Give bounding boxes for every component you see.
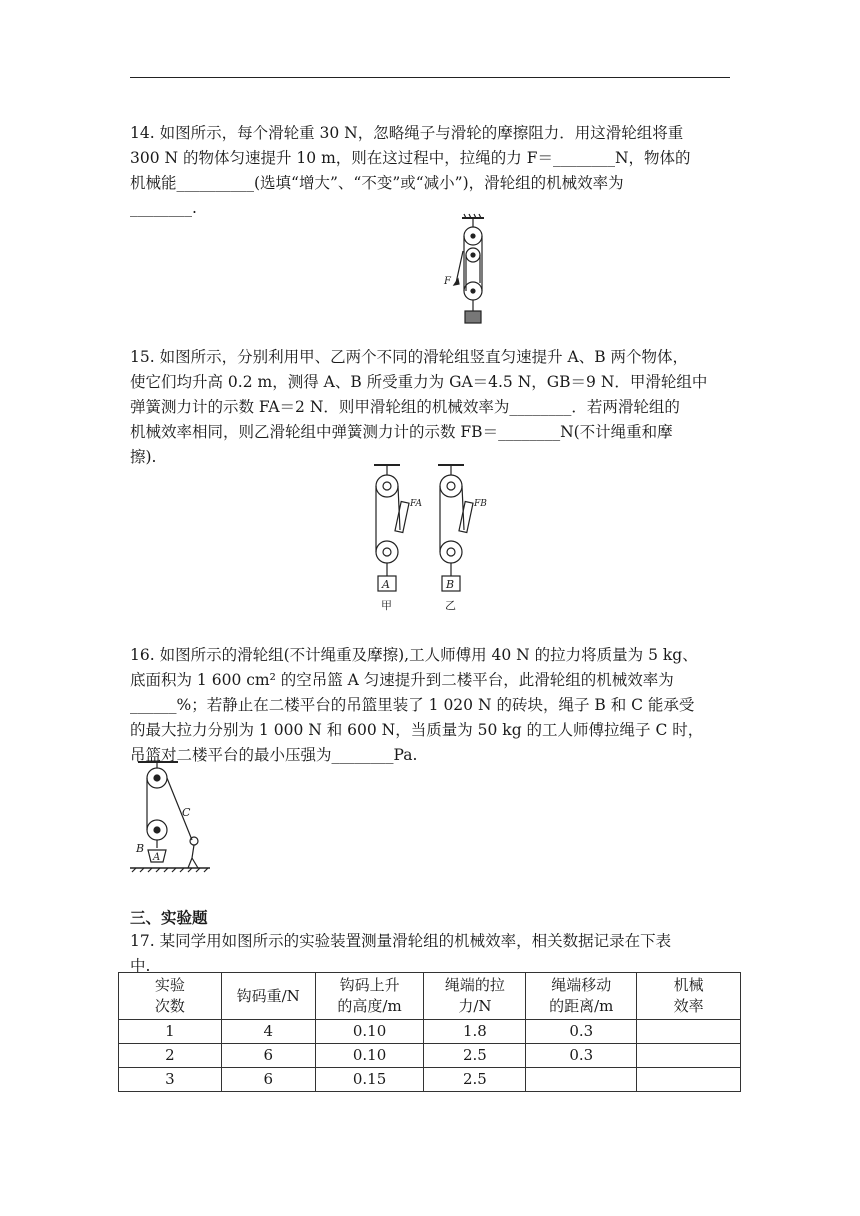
header-rule (130, 77, 730, 78)
q15-block-a-label: A (382, 578, 390, 591)
table-cell: 0.3 (526, 1020, 637, 1044)
q16-label-c: C (182, 806, 191, 819)
q16-line-4: 的最大拉力分别为 1 000 N 和 600 N，当质量为 50 kg 的工人师傅拉绳子 C 时， (130, 721, 704, 739)
q16-line-2: 底面积为 1 600 cm² 的空吊篮 A 匀速提升到二楼平台，此滑轮组的机械效率为 (130, 671, 674, 689)
question-15-text (130, 345, 732, 470)
table-cell: 4 (221, 1020, 315, 1044)
table-row (119, 1068, 741, 1092)
q16-line-1: 16. 如图所示的滑轮组(不计绳重及摩擦),工人师傅用 40 N 的拉力将质量为 5 kg、 (130, 646, 698, 664)
table-row (119, 1020, 741, 1044)
q16-line-3: ______%；若静止在二楼平台的吊篮里装了 1 020 N 的砖块，绳子 B 和 C 能承受 (130, 696, 695, 714)
q16-label-b: B (136, 842, 145, 855)
q16-line-5: 吊篮对二楼平台的最小压强为________Pa. (130, 746, 418, 764)
table-cell (637, 1068, 741, 1092)
q15-force-b-label: FB (474, 499, 487, 509)
q16-pulley-figure (128, 758, 212, 876)
q14-force-label: F (444, 276, 451, 287)
q17-line-1: 17. 某同学用如图所示的实验装置测量滑轮组的机械效率，相关数据记录在下表 (130, 932, 672, 950)
header-trial-number: 实验 次数 (119, 973, 222, 1020)
header-hook-weight: 钩码重/N (221, 973, 315, 1020)
table-cell: 6 (221, 1044, 315, 1068)
q15-line-2: 使它们均升高 0.2 m，测得 A、B 所受重力为 GA＝4.5 N，GB＝9 N．甲滑轮组中 (130, 373, 708, 391)
q14-pulley-figure (436, 213, 496, 327)
header-rope-force: 绳端的拉 力/N (424, 973, 526, 1020)
q14-line-3: 机械能__________(选填“增大”、“不变”或“减小”)，滑轮组的机械效率为 (130, 174, 624, 192)
table-cell: 0.10 (315, 1020, 424, 1044)
q15-caption-right: 乙 (445, 599, 456, 612)
table-row (119, 1044, 741, 1068)
table-cell (637, 1044, 741, 1068)
table-cell: 0.15 (315, 1068, 424, 1092)
question-16-text (130, 643, 732, 768)
q15-caption-left: 甲 (381, 599, 392, 612)
q15-line-1: 15. 如图所示，分别利用甲、乙两个不同的滑轮组竖直匀速提升 A、B 两个物体， (130, 348, 689, 366)
q16-label-a: A (153, 852, 161, 863)
table-cell: 6 (221, 1068, 315, 1092)
q14-line-4: ________. (130, 199, 197, 217)
q14-line-1: 14. 如图所示，每个滑轮重 30 N，忽略绳子与滑轮的摩擦阻力．用这滑轮组将重 (130, 124, 684, 142)
table-cell (637, 1020, 741, 1044)
table-cell: 1.8 (424, 1020, 526, 1044)
q17-line-2: 中. (130, 957, 151, 975)
table-cell: 2.5 (424, 1068, 526, 1092)
table-header-row (119, 973, 741, 1020)
header-rope-distance: 绳端移动 的距离/m (526, 973, 637, 1020)
q14-line-2: 300 N 的物体匀速提升 10 m，则在这过程中，拉绳的力 F＝________N，物体的 (130, 149, 691, 167)
question-14-text (130, 121, 732, 221)
table-cell: 2 (119, 1044, 222, 1068)
q15-line-4: 机械效率相同，则乙滑轮组中弹簧测力计的示数 FB＝________N(不计绳重和摩 (130, 423, 673, 441)
q15-line-5: 擦). (130, 448, 157, 466)
table-cell: 2.5 (424, 1044, 526, 1068)
table-cell (526, 1068, 637, 1092)
table-cell: 1 (119, 1020, 222, 1044)
experiment-table (118, 972, 741, 1092)
q15-pulley-figure (370, 460, 500, 615)
table-cell: 0.10 (315, 1044, 424, 1068)
header-efficiency: 机械 效率 (637, 973, 741, 1020)
q15-line-3: 弹簧测力计的示数 FA＝2 N．则甲滑轮组的机械效率为________．若两滑轮组的 (130, 398, 680, 416)
q15-block-b-label: B (446, 578, 455, 591)
table-cell: 0.3 (526, 1044, 637, 1068)
section-title: 三、实验题 (130, 909, 208, 927)
table-cell: 3 (119, 1068, 222, 1092)
header-hook-height: 钩码上升 的高度/m (315, 973, 424, 1020)
q15-force-a-label: FA (410, 499, 422, 509)
